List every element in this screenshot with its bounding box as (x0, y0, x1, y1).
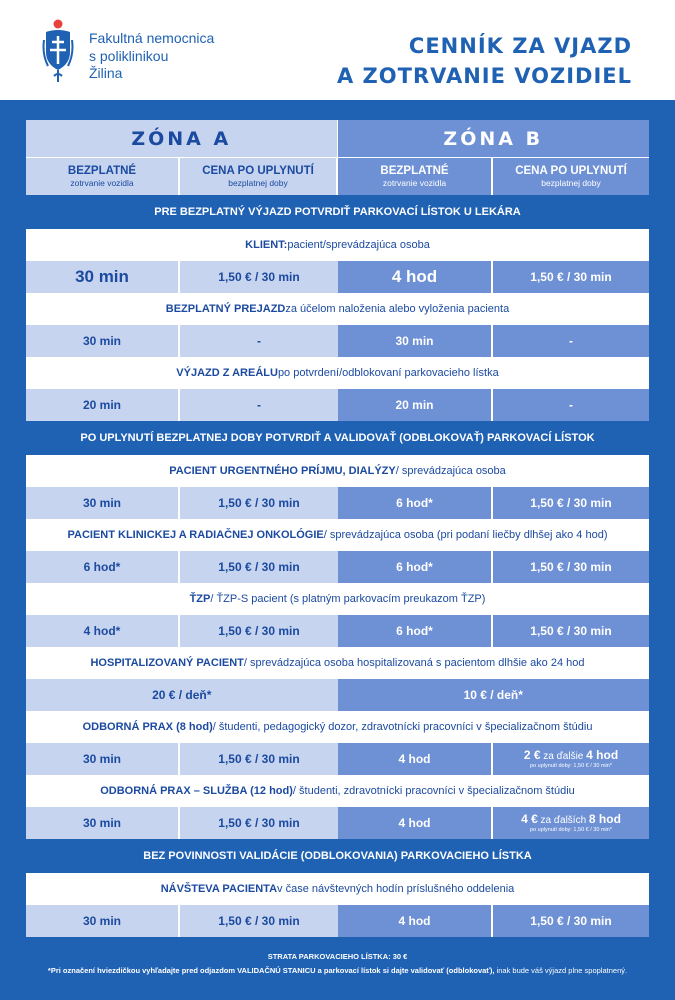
section-title: BEZ POVINNOSTI VALIDÁCIE (ODBLOKOVANIA) PARKOVACIEHO LÍSTKA (143, 850, 532, 862)
zone-b-free-value: 30 min (338, 325, 493, 357)
category-description: / ŤZP-S pacient (s platným parkovacím preukazom ŤZP) (210, 593, 486, 605)
category-ztp (26, 583, 649, 615)
hospital-name-line: Fakultná nemocnica (89, 30, 215, 46)
validation-note-bold: *Pri označení hviezdičkou vyhľadajte pred odjazdom VALIDAČNÚ STANICU a parkovací lístok si dajte validovať (odblokovať), (47, 966, 495, 975)
price-row-urgent (26, 487, 649, 519)
zone-subheader-row (26, 157, 649, 195)
category-prax (26, 711, 649, 743)
header-sublabel: zotrvanie vozidla (70, 178, 134, 188)
header (0, 0, 675, 100)
price-row-ztp (26, 615, 649, 647)
zone-a-free-value: 30 min (26, 807, 180, 839)
zone-a-paid-header (180, 158, 338, 195)
zone-b-paid-value: 1,50 € / 30 min (493, 487, 649, 519)
category-description: pacient/sprevádzajúca osoba (287, 239, 430, 251)
extra-fee (521, 813, 621, 827)
header-sublabel: bezplatnej doby (228, 178, 288, 188)
page-title (337, 31, 632, 91)
zone-b-free-header (338, 158, 493, 195)
category-urgent (26, 455, 649, 487)
zone-a-paid-value: 1,50 € / 30 min (180, 615, 338, 647)
zone-header-row (26, 120, 649, 157)
category-description: / študenti, pedagogický dozor, zdravotnícki pracovníci v špecializačnom štúdiu (212, 721, 593, 733)
extra-fee-amount: 2 € (523, 747, 541, 762)
category-prejazd (26, 293, 649, 325)
zone-b-free-value: 4 hod (338, 905, 493, 937)
category-label: PACIENT KLINICKEJ A RADIAČNEJ ONKOLÓGIE (67, 529, 324, 541)
zone-b-free-value: 20 min (338, 389, 493, 421)
category-vyjazd (26, 357, 649, 389)
category-klient (26, 229, 649, 261)
header-label: CENA PO UPLYNUTÍ (515, 165, 627, 177)
price-row-onko (26, 551, 649, 583)
zone-a-free-value: 30 min (26, 905, 180, 937)
extra-fee (524, 749, 618, 763)
zone-a-free-value: 30 min (26, 325, 180, 357)
header-label: BEZPLATNÉ (67, 165, 137, 177)
extra-fee-text: za ďalšie (540, 750, 587, 762)
header-sublabel: bezplatnej doby (541, 178, 601, 188)
zone-b-free-value: 6 hod* (338, 615, 493, 647)
zone-b-paid-value: 1,50 € / 30 min (493, 905, 649, 937)
zone-a-free-header (26, 158, 180, 195)
zone-a-paid-value: - (180, 389, 338, 421)
page-title-line: A ZOTRVANIE VOZIDIEL (336, 64, 632, 88)
page-title-line: CENNÍK ZA VJAZD (408, 34, 632, 58)
category-hosp (26, 647, 649, 679)
category-description: v čase návštevných hodín príslušného oddelenia (277, 883, 515, 895)
price-row-prax (26, 743, 649, 775)
zone-b-paid-value: 1,50 € / 30 min (493, 615, 649, 647)
zone-b-value: 10 € / deň* (338, 679, 650, 711)
zone-b-paid-value (493, 807, 649, 839)
category-label: PACIENT URGENTNÉHO PRÍJMU, DIALÝZY (169, 465, 396, 477)
price-row-hosp (26, 679, 649, 711)
zone-a-paid-value: 1,50 € / 30 min (180, 487, 338, 519)
category-description: za účelom naloženia alebo vyloženia pacienta (285, 303, 510, 315)
zone-a-paid-value: 1,50 € / 30 min (180, 743, 338, 775)
price-row-prejazd (26, 325, 649, 357)
price-table (26, 120, 649, 937)
header-sublabel: zotrvanie vozidla (382, 178, 447, 188)
category-description: po potvrdení/odblokovaní parkovacieho lístka (277, 367, 499, 379)
section-title: PRE BEZPLATNÝ VÝJAZD POTVRDIŤ PARKOVACÍ LÍSTOK U LEKÁRA (154, 206, 521, 218)
zone-a-free-value: 30 min (26, 261, 180, 293)
zone-b-free-value: 4 hod (338, 261, 493, 293)
zone-a-title: ZÓNA A (26, 120, 338, 157)
validation-note-text: inak bude váš výjazd plne spoplatnený. (494, 966, 628, 975)
category-description: / sprevádzajúca osoba (pri podaní liečby dlhšej ako 4 hod) (323, 529, 608, 541)
zone-a-paid-value: - (180, 325, 338, 357)
zone-b-free-value: 4 hod (338, 743, 493, 775)
category-label: KLIENT: (245, 239, 288, 251)
zone-a-free-value: 30 min (26, 743, 180, 775)
category-sluzba (26, 775, 649, 807)
zone-b-paid-value (493, 743, 649, 775)
zone-b-paid-value: - (493, 389, 649, 421)
zone-b-paid-header (493, 158, 649, 195)
category-onko (26, 519, 649, 551)
hospital-name (89, 30, 214, 83)
zone-a-paid-value: 1,50 € / 30 min (180, 551, 338, 583)
zone-a-free-value: 4 hod* (26, 615, 180, 647)
category-label: ODBORNÁ PRAX (8 hod) (82, 721, 213, 733)
zone-b-paid-value: - (493, 325, 649, 357)
extra-fee-duration: 8 hod (588, 811, 621, 826)
price-row-sluzba (26, 807, 649, 839)
extra-fee-duration: 4 hod (586, 747, 619, 762)
header-label: BEZPLATNÉ (380, 165, 449, 177)
zone-a-paid-value: 1,50 € / 30 min (180, 905, 338, 937)
category-description: / študenti, zdravotnícki pracovníci v špecializačnom štúdiu (292, 785, 575, 797)
header-label: CENA PO UPLYNUTÍ (202, 165, 314, 177)
section-title: PO UPLYNUTÍ BEZPLATNEJ DOBY POTVRDIŤ A VALIDOVAŤ (ODBLOKOVAŤ) PARKOVACÍ LÍSTOK (80, 432, 595, 444)
zone-a-paid-value: 1,50 € / 30 min (180, 261, 338, 293)
category-label: HOSPITALIZOVANÝ PACIENT (90, 657, 244, 669)
zone-b-paid-value: 1,50 € / 30 min (493, 551, 649, 583)
category-label: VÝJAZD Z AREÁLU (176, 367, 278, 379)
lost-ticket-fee: STRATA PARKOVACIEHO LÍSTKA: 30 € (267, 952, 408, 961)
zone-a-free-value: 30 min (26, 487, 180, 519)
extra-fee-text: za ďalších (537, 814, 589, 826)
zone-a-paid-value: 1,50 € / 30 min (180, 807, 338, 839)
zone-a-value: 20 € / deň* (26, 679, 338, 711)
extra-fee-note: po uplynutí doby: 1,50 € / 30 min* (530, 826, 612, 833)
category-label: ODBORNÁ PRAX – SLUŽBA (12 hod) (100, 785, 293, 797)
category-label: BEZPLATNÝ PREJAZD (165, 303, 286, 315)
validation-note (0, 964, 675, 978)
price-row-vyjazd (26, 389, 649, 421)
hospital-name-line: s poliklinikou (89, 47, 169, 64)
extra-fee-amount: 4 € (521, 811, 538, 826)
category-label: ŤZP (189, 593, 211, 605)
category-navsteva (26, 873, 649, 905)
zone-a-free-value: 6 hod* (26, 551, 180, 583)
price-row-klient (26, 261, 649, 293)
zone-b-paid-value: 1,50 € / 30 min (493, 261, 649, 293)
category-description: / sprevádzajúca osoba (395, 465, 506, 477)
zone-b-free-value: 6 hod* (338, 487, 493, 519)
price-row-navsteva (26, 905, 649, 937)
zone-b-free-value: 6 hod* (338, 551, 493, 583)
zone-b-title: ZÓNA B (338, 120, 650, 157)
zone-a-free-value: 20 min (26, 389, 180, 421)
category-label: NÁVŠTEVA PACIENTA (160, 883, 278, 895)
category-description: / sprevádzajúca osoba hospitalizovaná s pacientom dlhšie ako 24 hod (243, 657, 585, 669)
extra-fee-note: po uplynutí doby: 1,50 € / 30 min* (530, 762, 612, 769)
footer (0, 950, 675, 978)
zone-b-free-value: 4 hod (338, 807, 493, 839)
hospital-crest-icon (42, 18, 74, 84)
hospital-name-line: Žilina (89, 65, 123, 81)
